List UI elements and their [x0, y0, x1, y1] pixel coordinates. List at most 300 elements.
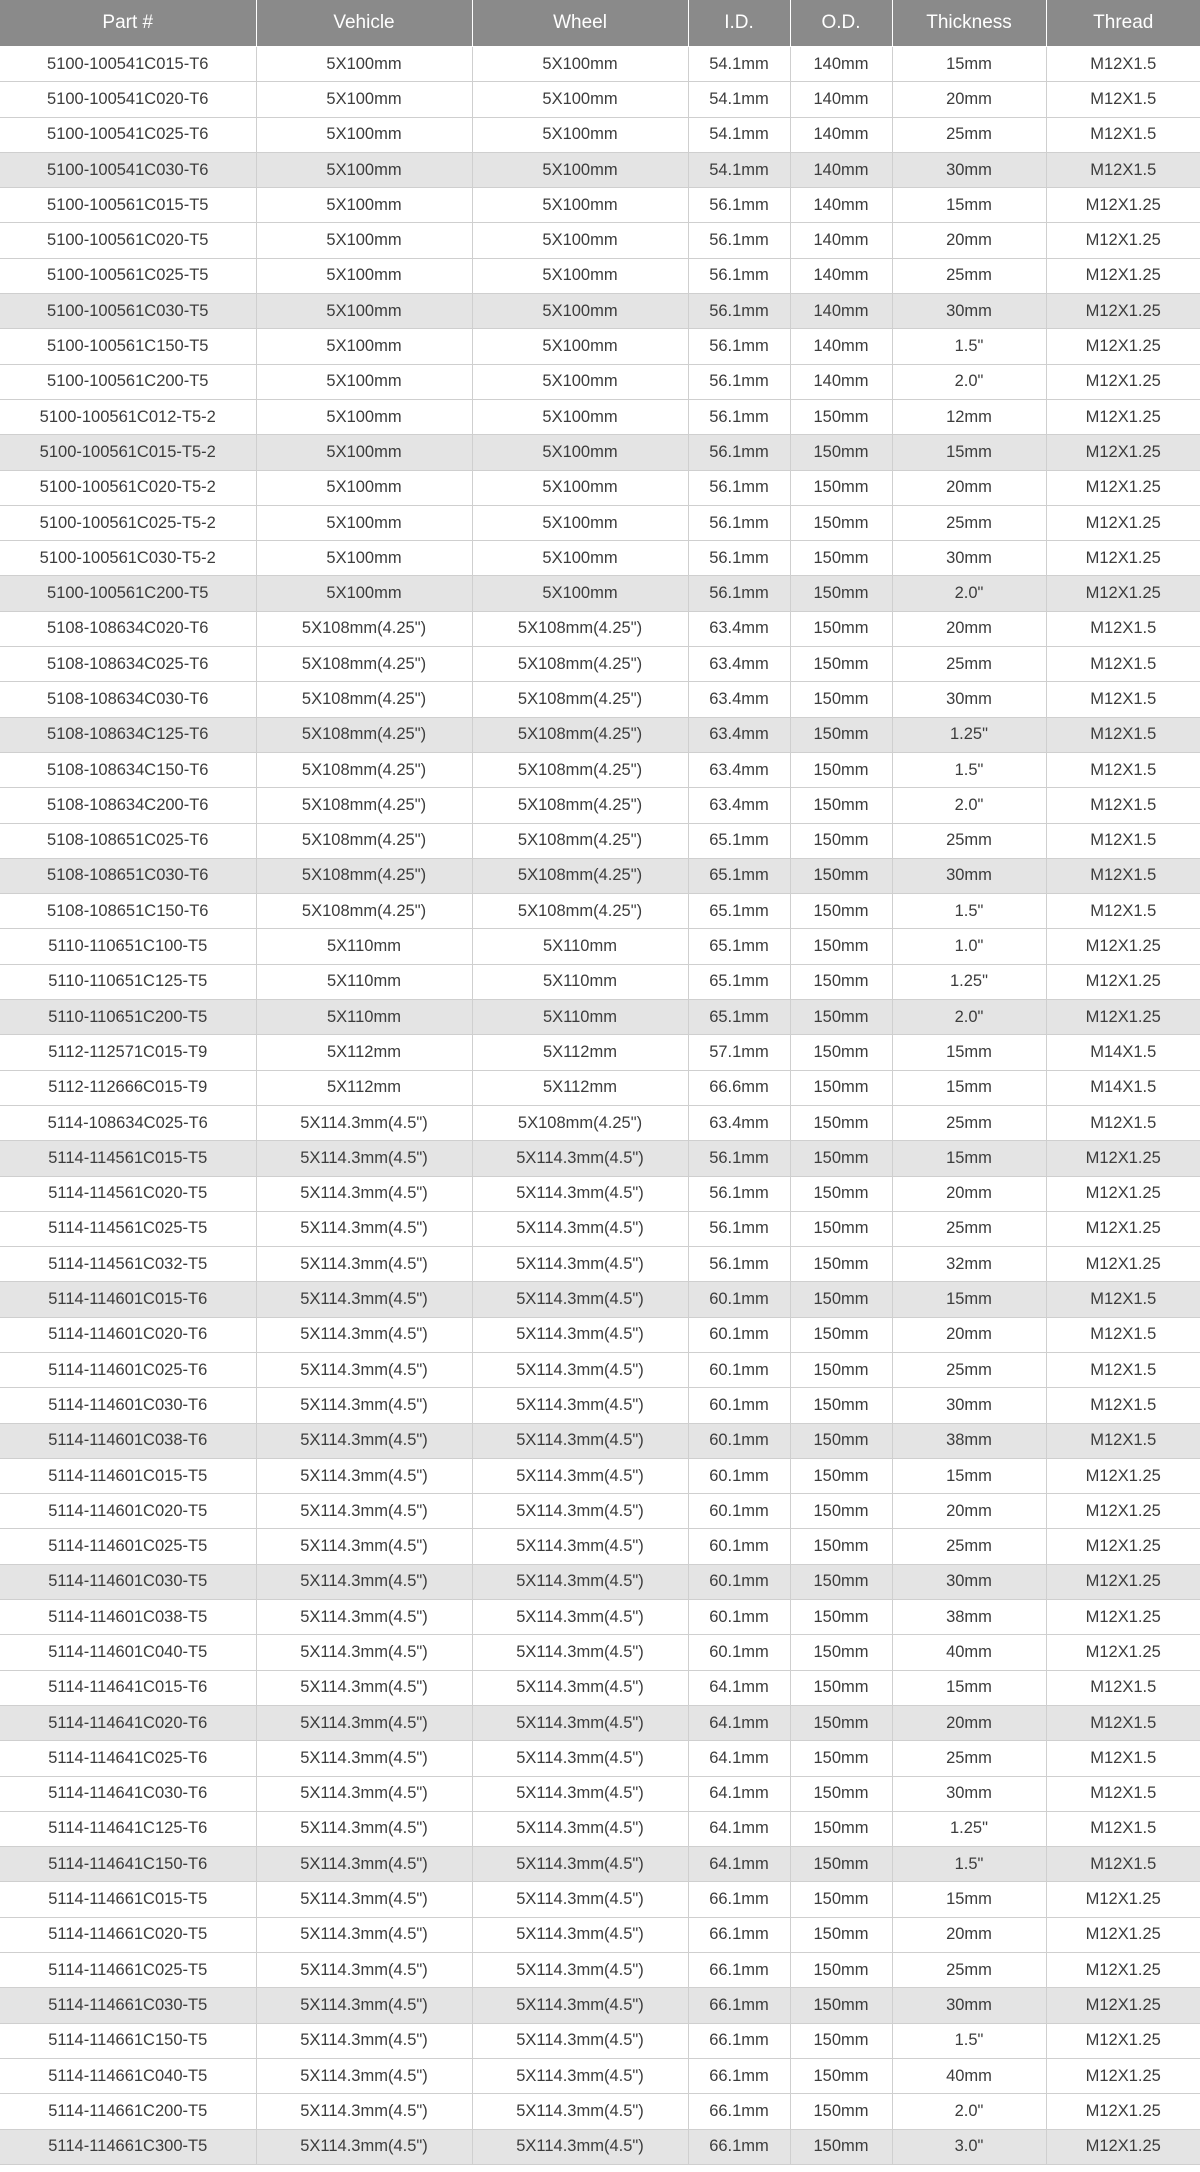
wheel-cell: 5X100mm [472, 152, 688, 187]
wheel-cell: 5X114.3mm(4.5") [472, 1953, 688, 1988]
thread-cell: M14X1.5 [1046, 1070, 1200, 1105]
part-number-cell: 5100-100541C015-T6 [0, 47, 256, 82]
table-row [0, 1105, 1200, 1140]
thickness-cell: 38mm [892, 1600, 1046, 1635]
od-cell: 150mm [790, 1070, 892, 1105]
id-cell: 66.1mm [688, 1882, 790, 1917]
thread-cell: M12X1.5 [1046, 1352, 1200, 1387]
id-cell: 60.1mm [688, 1352, 790, 1387]
table-row [0, 470, 1200, 505]
wheel-cell: 5X114.3mm(4.5") [472, 1529, 688, 1564]
od-cell: 150mm [790, 1282, 892, 1317]
table-row [0, 2023, 1200, 2058]
od-cell: 150mm [790, 1776, 892, 1811]
thickness-cell: 25mm [892, 1741, 1046, 1776]
od-cell: 140mm [790, 188, 892, 223]
wheel-cell: 5X114.3mm(4.5") [472, 1670, 688, 1705]
thickness-cell: 25mm [892, 117, 1046, 152]
od-cell: 150mm [790, 2094, 892, 2129]
table-row [0, 1211, 1200, 1246]
table-row [0, 152, 1200, 187]
thickness-cell: 30mm [892, 152, 1046, 187]
vehicle-cell: 5X114.3mm(4.5") [256, 1741, 472, 1776]
part-number-cell: 5112-112571C015-T9 [0, 1035, 256, 1070]
part-number-cell: 5114-114601C020-T6 [0, 1317, 256, 1352]
id-cell: 60.1mm [688, 1635, 790, 1670]
wheel-cell: 5X100mm [472, 576, 688, 611]
wheel-cell: 5X108mm(4.25") [472, 894, 688, 929]
thickness-cell: 20mm [892, 1917, 1046, 1952]
table-row [0, 858, 1200, 893]
table-row [0, 1141, 1200, 1176]
od-cell: 150mm [790, 823, 892, 858]
od-cell: 150mm [790, 682, 892, 717]
table-row [0, 894, 1200, 929]
table-row [0, 1282, 1200, 1317]
part-number-cell: 5100-100561C015-T5-2 [0, 435, 256, 470]
vehicle-cell: 5X114.3mm(4.5") [256, 1105, 472, 1140]
wheel-cell: 5X114.3mm(4.5") [472, 1882, 688, 1917]
wheel-cell: 5X114.3mm(4.5") [472, 1776, 688, 1811]
thread-cell: M12X1.25 [1046, 294, 1200, 329]
header-vehicle: Vehicle [256, 0, 472, 47]
thread-cell: M12X1.25 [1046, 929, 1200, 964]
part-number-cell: 5108-108634C125-T6 [0, 717, 256, 752]
thread-cell: M14X1.5 [1046, 1035, 1200, 1070]
od-cell: 150mm [790, 2058, 892, 2093]
thread-cell: M12X1.25 [1046, 576, 1200, 611]
thread-cell: M12X1.25 [1046, 258, 1200, 293]
table-row [0, 1176, 1200, 1211]
thickness-cell: 15mm [892, 1070, 1046, 1105]
thickness-cell: 30mm [892, 1564, 1046, 1599]
thread-cell: M12X1.25 [1046, 505, 1200, 540]
table-row [0, 294, 1200, 329]
wheel-cell: 5X114.3mm(4.5") [472, 2023, 688, 2058]
vehicle-cell: 5X114.3mm(4.5") [256, 1635, 472, 1670]
part-number-cell: 5114-114661C015-T5 [0, 1882, 256, 1917]
wheel-cell: 5X114.3mm(4.5") [472, 1564, 688, 1599]
wheel-cell: 5X114.3mm(4.5") [472, 1317, 688, 1352]
vehicle-cell: 5X114.3mm(4.5") [256, 1953, 472, 1988]
thickness-cell: 20mm [892, 470, 1046, 505]
table-row [0, 1776, 1200, 1811]
thickness-cell: 25mm [892, 1352, 1046, 1387]
wheel-cell: 5X114.3mm(4.5") [472, 1741, 688, 1776]
id-cell: 63.4mm [688, 611, 790, 646]
table-row [0, 329, 1200, 364]
vehicle-cell: 5X114.3mm(4.5") [256, 2094, 472, 2129]
vehicle-cell: 5X114.3mm(4.5") [256, 1705, 472, 1740]
id-cell: 56.1mm [688, 505, 790, 540]
thread-cell: M12X1.25 [1046, 1600, 1200, 1635]
part-number-cell: 5100-100541C020-T6 [0, 82, 256, 117]
thread-cell: M12X1.25 [1046, 1953, 1200, 1988]
vehicle-cell: 5X114.3mm(4.5") [256, 1917, 472, 1952]
wheel-cell: 5X114.3mm(4.5") [472, 1988, 688, 2023]
wheel-cell: 5X114.3mm(4.5") [472, 1423, 688, 1458]
wheel-cell: 5X100mm [472, 117, 688, 152]
table-header [0, 0, 1200, 47]
wheel-cell: 5X114.3mm(4.5") [472, 1247, 688, 1282]
thickness-cell: 30mm [892, 541, 1046, 576]
vehicle-cell: 5X114.3mm(4.5") [256, 2023, 472, 2058]
thickness-cell: 25mm [892, 1529, 1046, 1564]
id-cell: 60.1mm [688, 1600, 790, 1635]
od-cell: 150mm [790, 1917, 892, 1952]
id-cell: 56.1mm [688, 1247, 790, 1282]
vehicle-cell: 5X114.3mm(4.5") [256, 1282, 472, 1317]
thread-cell: M12X1.5 [1046, 1388, 1200, 1423]
vehicle-cell: 5X108mm(4.25") [256, 823, 472, 858]
part-number-cell: 5114-114561C015-T5 [0, 1141, 256, 1176]
thickness-cell: 30mm [892, 1988, 1046, 2023]
id-cell: 56.1mm [688, 294, 790, 329]
thickness-cell: 20mm [892, 1317, 1046, 1352]
id-cell: 60.1mm [688, 1494, 790, 1529]
table-row [0, 1000, 1200, 1035]
thickness-cell: 20mm [892, 1176, 1046, 1211]
od-cell: 150mm [790, 1705, 892, 1740]
thread-cell: M12X1.25 [1046, 1247, 1200, 1282]
wheel-cell: 5X100mm [472, 294, 688, 329]
thread-cell: M12X1.5 [1046, 647, 1200, 682]
id-cell: 56.1mm [688, 470, 790, 505]
wheel-cell: 5X114.3mm(4.5") [472, 2094, 688, 2129]
part-number-cell: 5114-114601C025-T5 [0, 1529, 256, 1564]
table-row [0, 1988, 1200, 2023]
table-row [0, 223, 1200, 258]
header-part: Part # [0, 0, 256, 47]
thickness-cell: 1.25" [892, 717, 1046, 752]
id-cell: 66.1mm [688, 1988, 790, 2023]
thread-cell: M12X1.25 [1046, 399, 1200, 434]
id-cell: 66.1mm [688, 1953, 790, 1988]
thread-cell: M12X1.5 [1046, 611, 1200, 646]
thread-cell: M12X1.25 [1046, 541, 1200, 576]
table-row [0, 682, 1200, 717]
thread-cell: M12X1.5 [1046, 1282, 1200, 1317]
table-row [0, 258, 1200, 293]
table-row [0, 788, 1200, 823]
wheel-cell: 5X108mm(4.25") [472, 647, 688, 682]
table-row [0, 1458, 1200, 1493]
part-number-cell: 5114-114661C025-T5 [0, 1953, 256, 1988]
id-cell: 66.1mm [688, 2023, 790, 2058]
od-cell: 140mm [790, 294, 892, 329]
id-cell: 66.1mm [688, 2058, 790, 2093]
vehicle-cell: 5X108mm(4.25") [256, 894, 472, 929]
vehicle-cell: 5X108mm(4.25") [256, 717, 472, 752]
thickness-cell: 2.0" [892, 788, 1046, 823]
thread-cell: M12X1.5 [1046, 1811, 1200, 1846]
header-id: I.D. [688, 0, 790, 47]
thickness-cell: 40mm [892, 2058, 1046, 2093]
vehicle-cell: 5X108mm(4.25") [256, 858, 472, 893]
thread-cell: M12X1.5 [1046, 1705, 1200, 1740]
id-cell: 57.1mm [688, 1035, 790, 1070]
thickness-cell: 30mm [892, 858, 1046, 893]
od-cell: 150mm [790, 1035, 892, 1070]
thread-cell: M12X1.5 [1046, 1423, 1200, 1458]
thickness-cell: 2.0" [892, 576, 1046, 611]
od-cell: 150mm [790, 1847, 892, 1882]
id-cell: 56.1mm [688, 399, 790, 434]
wheel-cell: 5X114.3mm(4.5") [472, 1847, 688, 1882]
thread-cell: M12X1.25 [1046, 1529, 1200, 1564]
part-number-cell: 5114-114601C025-T6 [0, 1352, 256, 1387]
part-number-cell: 5100-100561C020-T5 [0, 223, 256, 258]
table-row [0, 1600, 1200, 1635]
od-cell: 150mm [790, 1988, 892, 2023]
thickness-cell: 40mm [892, 1635, 1046, 1670]
vehicle-cell: 5X114.3mm(4.5") [256, 1988, 472, 2023]
id-cell: 60.1mm [688, 1458, 790, 1493]
table-row [0, 1529, 1200, 1564]
vehicle-cell: 5X114.3mm(4.5") [256, 1811, 472, 1846]
vehicle-cell: 5X100mm [256, 294, 472, 329]
thickness-cell: 15mm [892, 1882, 1046, 1917]
thread-cell: M12X1.25 [1046, 2058, 1200, 2093]
thickness-cell: 1.5" [892, 752, 1046, 787]
vehicle-cell: 5X100mm [256, 435, 472, 470]
part-number-cell: 5114-114641C020-T6 [0, 1705, 256, 1740]
thread-cell: M12X1.25 [1046, 1635, 1200, 1670]
od-cell: 150mm [790, 611, 892, 646]
wheel-cell: 5X108mm(4.25") [472, 858, 688, 893]
od-cell: 150mm [790, 788, 892, 823]
part-number-cell: 5114-114641C030-T6 [0, 1776, 256, 1811]
table-row [0, 435, 1200, 470]
od-cell: 150mm [790, 929, 892, 964]
vehicle-cell: 5X110mm [256, 964, 472, 999]
part-number-cell: 5100-100561C025-T5-2 [0, 505, 256, 540]
od-cell: 150mm [790, 894, 892, 929]
thread-cell: M12X1.5 [1046, 1105, 1200, 1140]
thickness-cell: 1.5" [892, 894, 1046, 929]
od-cell: 150mm [790, 1352, 892, 1387]
wheel-cell: 5X114.3mm(4.5") [472, 1282, 688, 1317]
table-row [0, 1317, 1200, 1352]
table-row [0, 576, 1200, 611]
table-row [0, 2129, 1200, 2164]
od-cell: 150mm [790, 1741, 892, 1776]
od-cell: 150mm [790, 964, 892, 999]
wheel-cell: 5X112mm [472, 1070, 688, 1105]
od-cell: 150mm [790, 1635, 892, 1670]
table-row [0, 1035, 1200, 1070]
id-cell: 63.4mm [688, 647, 790, 682]
thread-cell: M12X1.25 [1046, 1458, 1200, 1493]
id-cell: 56.1mm [688, 223, 790, 258]
thread-cell: M12X1.25 [1046, 1564, 1200, 1599]
thread-cell: M12X1.5 [1046, 682, 1200, 717]
part-number-cell: 5108-108634C025-T6 [0, 647, 256, 682]
id-cell: 63.4mm [688, 717, 790, 752]
thread-cell: M12X1.5 [1046, 117, 1200, 152]
thickness-cell: 1.25" [892, 1811, 1046, 1846]
part-number-cell: 5100-100561C012-T5-2 [0, 399, 256, 434]
thread-cell: M12X1.5 [1046, 788, 1200, 823]
vehicle-cell: 5X114.3mm(4.5") [256, 1211, 472, 1246]
wheel-cell: 5X114.3mm(4.5") [472, 1635, 688, 1670]
part-number-cell: 5114-114601C040-T5 [0, 1635, 256, 1670]
part-number-cell: 5114-114601C038-T5 [0, 1600, 256, 1635]
od-cell: 140mm [790, 152, 892, 187]
table-row [0, 823, 1200, 858]
table-row [0, 929, 1200, 964]
od-cell: 150mm [790, 1176, 892, 1211]
id-cell: 66.6mm [688, 1070, 790, 1105]
table-row [0, 2094, 1200, 2129]
thickness-cell: 20mm [892, 1705, 1046, 1740]
table-row [0, 964, 1200, 999]
wheel-cell: 5X108mm(4.25") [472, 717, 688, 752]
table-row [0, 1564, 1200, 1599]
id-cell: 56.1mm [688, 1141, 790, 1176]
wheel-cell: 5X114.3mm(4.5") [472, 1141, 688, 1176]
od-cell: 150mm [790, 1141, 892, 1176]
table-row [0, 505, 1200, 540]
header-wheel: Wheel [472, 0, 688, 47]
vehicle-cell: 5X114.3mm(4.5") [256, 1141, 472, 1176]
vehicle-cell: 5X114.3mm(4.5") [256, 1494, 472, 1529]
part-number-cell: 5100-100561C150-T5 [0, 329, 256, 364]
od-cell: 140mm [790, 223, 892, 258]
table-row [0, 1705, 1200, 1740]
part-number-cell: 5100-100561C200-T5 [0, 576, 256, 611]
vehicle-cell: 5X100mm [256, 541, 472, 576]
id-cell: 56.1mm [688, 1176, 790, 1211]
thread-cell: M12X1.5 [1046, 823, 1200, 858]
thread-cell: M12X1.25 [1046, 1141, 1200, 1176]
id-cell: 56.1mm [688, 329, 790, 364]
table-row [0, 1847, 1200, 1882]
vehicle-cell: 5X114.3mm(4.5") [256, 1670, 472, 1705]
part-number-cell: 5100-100561C030-T5-2 [0, 541, 256, 576]
od-cell: 150mm [790, 1105, 892, 1140]
wheel-cell: 5X100mm [472, 258, 688, 293]
od-cell: 150mm [790, 647, 892, 682]
id-cell: 56.1mm [688, 258, 790, 293]
thickness-cell: 20mm [892, 223, 1046, 258]
id-cell: 65.1mm [688, 929, 790, 964]
thickness-cell: 15mm [892, 1670, 1046, 1705]
vehicle-cell: 5X100mm [256, 329, 472, 364]
part-number-cell: 5108-108634C200-T6 [0, 788, 256, 823]
part-number-cell: 5110-110651C200-T5 [0, 1000, 256, 1035]
thickness-cell: 1.5" [892, 329, 1046, 364]
part-number-cell: 5100-100561C020-T5-2 [0, 470, 256, 505]
vehicle-cell: 5X100mm [256, 152, 472, 187]
id-cell: 54.1mm [688, 82, 790, 117]
vehicle-cell: 5X108mm(4.25") [256, 682, 472, 717]
table-row [0, 117, 1200, 152]
vehicle-cell: 5X100mm [256, 117, 472, 152]
table-row [0, 1811, 1200, 1846]
wheel-cell: 5X114.3mm(4.5") [472, 2058, 688, 2093]
part-number-cell: 5100-100561C030-T5 [0, 294, 256, 329]
thread-cell: M12X1.25 [1046, 1917, 1200, 1952]
vehicle-cell: 5X100mm [256, 470, 472, 505]
wheel-cell: 5X108mm(4.25") [472, 1105, 688, 1140]
id-cell: 56.1mm [688, 364, 790, 399]
thickness-cell: 12mm [892, 399, 1046, 434]
vehicle-cell: 5X114.3mm(4.5") [256, 1388, 472, 1423]
id-cell: 54.1mm [688, 117, 790, 152]
thickness-cell: 15mm [892, 188, 1046, 223]
od-cell: 150mm [790, 1529, 892, 1564]
header-row [0, 0, 1200, 47]
thread-cell: M12X1.5 [1046, 1670, 1200, 1705]
id-cell: 64.1mm [688, 1741, 790, 1776]
part-number-cell: 5108-108651C025-T6 [0, 823, 256, 858]
vehicle-cell: 5X114.3mm(4.5") [256, 2058, 472, 2093]
vehicle-cell: 5X100mm [256, 505, 472, 540]
table-row [0, 647, 1200, 682]
wheel-cell: 5X114.3mm(4.5") [472, 1211, 688, 1246]
id-cell: 56.1mm [688, 188, 790, 223]
part-number-cell: 5100-100541C025-T6 [0, 117, 256, 152]
thickness-cell: 2.0" [892, 364, 1046, 399]
od-cell: 150mm [790, 399, 892, 434]
thread-cell: M12X1.25 [1046, 435, 1200, 470]
vehicle-cell: 5X114.3mm(4.5") [256, 1529, 472, 1564]
od-cell: 150mm [790, 1247, 892, 1282]
table-row [0, 188, 1200, 223]
table-row [0, 1388, 1200, 1423]
thread-cell: M12X1.25 [1046, 329, 1200, 364]
thickness-cell: 20mm [892, 611, 1046, 646]
od-cell: 150mm [790, 1458, 892, 1493]
part-number-cell: 5114-114661C300-T5 [0, 2129, 256, 2164]
id-cell: 65.1mm [688, 894, 790, 929]
wheel-cell: 5X110mm [472, 1000, 688, 1035]
vehicle-cell: 5X114.3mm(4.5") [256, 1247, 472, 1282]
id-cell: 63.4mm [688, 788, 790, 823]
thread-cell: M12X1.5 [1046, 82, 1200, 117]
vehicle-cell: 5X114.3mm(4.5") [256, 1176, 472, 1211]
thickness-cell: 20mm [892, 82, 1046, 117]
part-number-cell: 5114-114661C150-T5 [0, 2023, 256, 2058]
id-cell: 54.1mm [688, 47, 790, 82]
thread-cell: M12X1.25 [1046, 964, 1200, 999]
wheel-cell: 5X100mm [472, 505, 688, 540]
id-cell: 56.1mm [688, 541, 790, 576]
part-number-cell: 5114-114661C030-T5 [0, 1988, 256, 2023]
od-cell: 150mm [790, 752, 892, 787]
thickness-cell: 15mm [892, 1458, 1046, 1493]
thickness-cell: 30mm [892, 1776, 1046, 1811]
od-cell: 150mm [790, 1811, 892, 1846]
od-cell: 150mm [790, 1211, 892, 1246]
thread-cell: M12X1.5 [1046, 152, 1200, 187]
part-number-cell: 5110-110651C100-T5 [0, 929, 256, 964]
wheel-cell: 5X114.3mm(4.5") [472, 1917, 688, 1952]
header-od: O.D. [790, 0, 892, 47]
vehicle-cell: 5X100mm [256, 82, 472, 117]
thickness-cell: 15mm [892, 435, 1046, 470]
part-number-cell: 5100-100541C030-T6 [0, 152, 256, 187]
part-number-cell: 5114-114601C020-T5 [0, 1494, 256, 1529]
thread-cell: M12X1.25 [1046, 2023, 1200, 2058]
vehicle-cell: 5X108mm(4.25") [256, 647, 472, 682]
thickness-cell: 3.0" [892, 2129, 1046, 2164]
od-cell: 140mm [790, 117, 892, 152]
thread-cell: M12X1.5 [1046, 1847, 1200, 1882]
od-cell: 150mm [790, 717, 892, 752]
od-cell: 150mm [790, 858, 892, 893]
